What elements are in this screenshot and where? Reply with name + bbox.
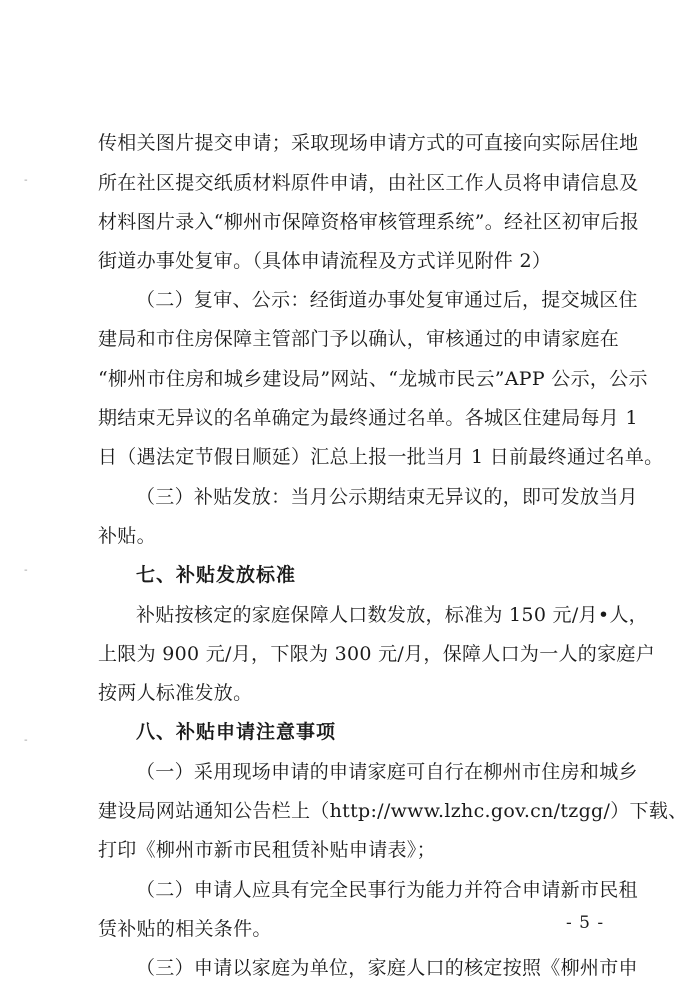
body-line: 上限为 900 元/月，下限为 300 元/月，保障人口为一人的家庭户	[98, 643, 655, 665]
scan-artifact: -	[24, 735, 28, 746]
body-line: （三）申请以家庭为单位，家庭人口的核定按照《柳州市申	[136, 957, 638, 979]
body-line: 所在社区提交纸质材料原件申请，由社区工作人员将申请信息及	[98, 172, 639, 194]
scan-artifact: -	[24, 175, 28, 186]
scan-artifact: -	[24, 565, 28, 576]
body-line: （二）申请人应具有完全民事行为能力并符合申请新市民租	[136, 879, 638, 901]
body-line: 日（遇法定节假日顺延）汇总上报一批当月 1 日前最终通过名单。	[98, 446, 664, 468]
body-line: （一）采用现场申请的申请家庭可自行在柳州市住房和城乡	[136, 761, 638, 783]
page-number: - 5 -	[566, 913, 605, 933]
section-heading: 八、补贴申请注意事项	[136, 721, 337, 743]
body-line: 打印《柳州市新市民租赁补贴申请表》；	[98, 839, 436, 861]
body-line: 补贴按核定的家庭保障人口数发放，标准为 150 元/月•人，	[136, 604, 648, 626]
body-line: 补贴。	[98, 525, 156, 547]
body-line: 建局和市住房保障主管部门予以确认，审核通过的申请家庭在	[98, 328, 620, 350]
body-line: 材料图片录入“柳州市保障资格审核管理系统”。经社区初审后报	[98, 211, 640, 233]
body-line: 期结束无异议的名单确定为最终通过名单。各城区住建局每月 1	[98, 407, 638, 429]
body-line: （三）补贴发放：当月公示期结束无异议的，即可发放当月	[136, 486, 638, 508]
body-line: 街道办事处复审。（具体申请流程及方式详见附件 2）	[98, 250, 552, 272]
section-heading: 七、补贴发放标准	[136, 564, 297, 586]
body-line: 按两人标准发放。	[98, 682, 253, 704]
body-line: （二）复审、公示：经街道办事处复审通过后，提交城区住	[136, 289, 638, 311]
body-line: 赁补贴的相关条件。	[98, 918, 272, 940]
body-line: “柳州市住房和城乡建设局”网站、“龙城市民云”APP 公示，公示	[98, 368, 648, 390]
body-line: 建设局网站通知公告栏上（http://www.lzhc.gov.cn/tzgg/）下载、	[98, 800, 688, 822]
body-line: 传相关图片提交申请；采取现场申请方式的可直接向实际居住地	[98, 132, 639, 154]
